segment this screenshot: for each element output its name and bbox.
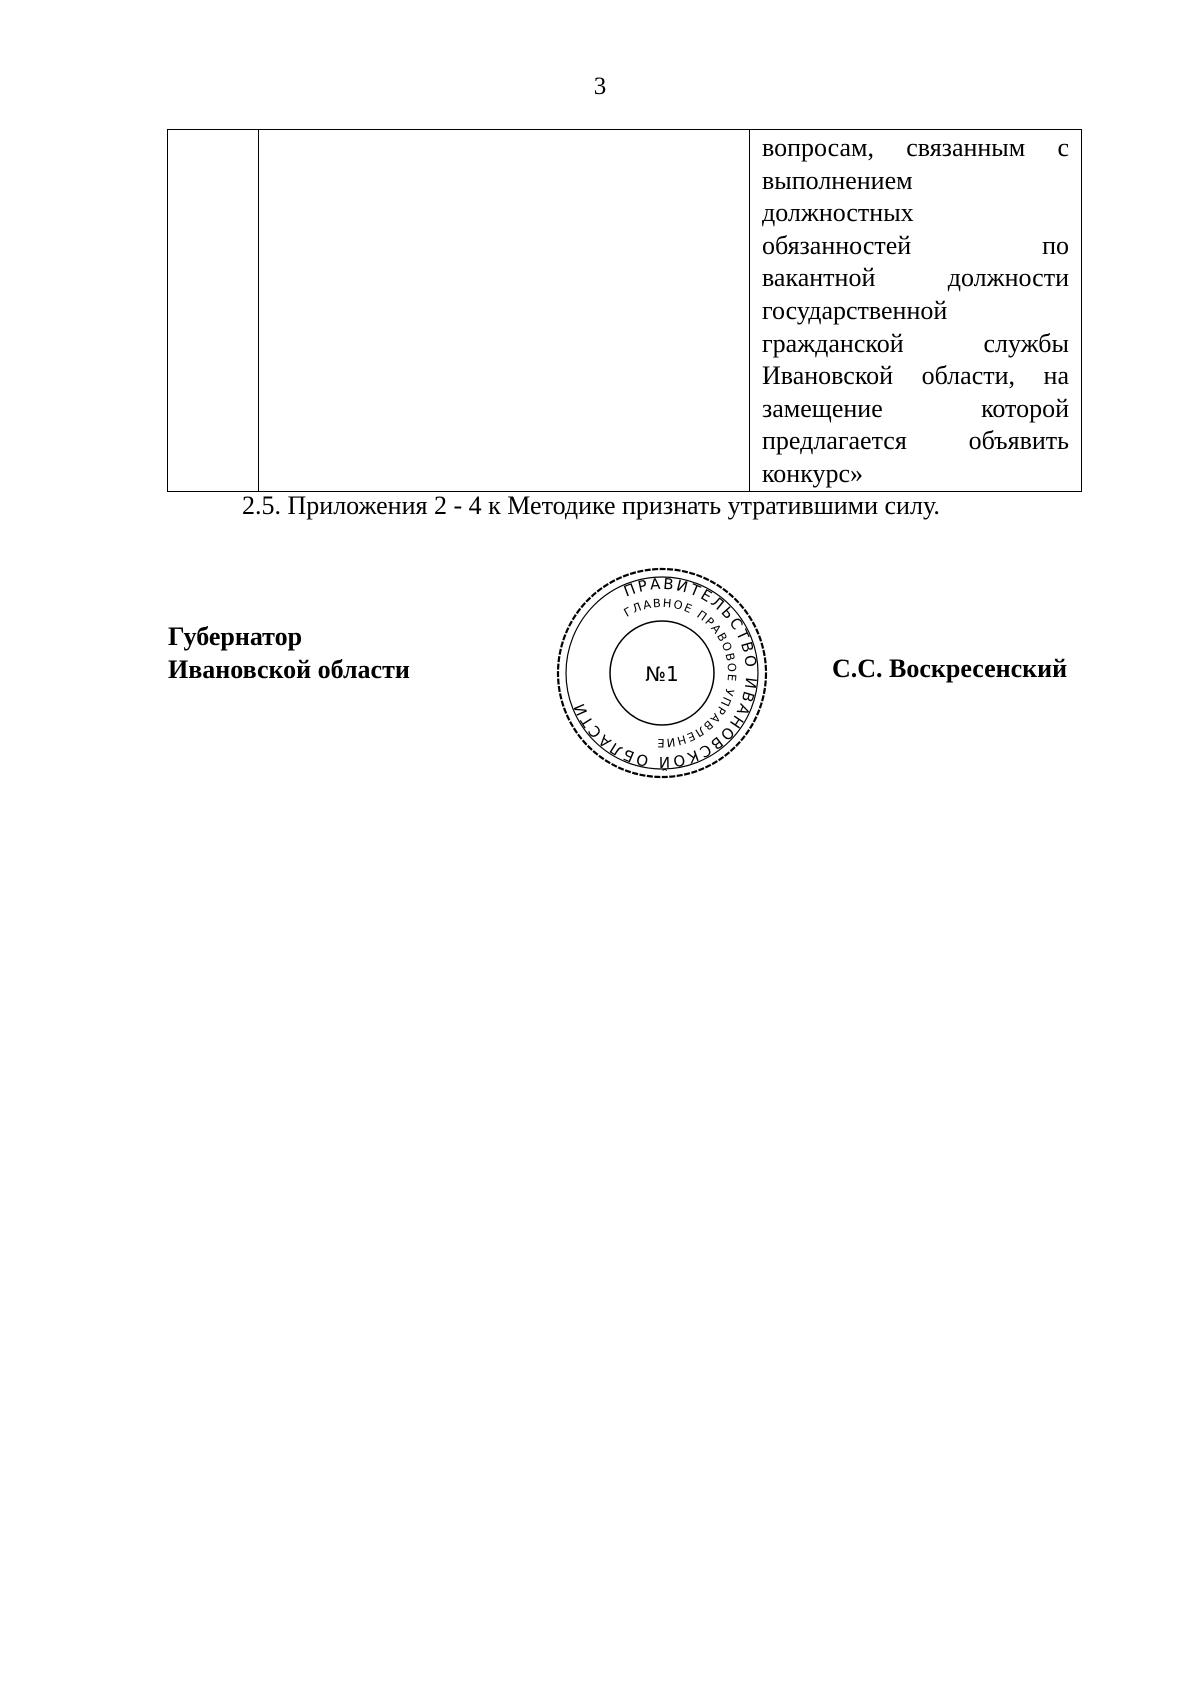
document-table [167,129,1082,492]
cell-line: выполнением [762,165,913,195]
signature-position-line: Губернатор [168,622,303,651]
cell-line: предлагается объявить [762,426,1069,456]
cell-line: вопросам, связанным с [762,133,1069,162]
cell-line: обязанностей по [762,230,1069,260]
official-seal-icon [552,563,772,783]
table-cell-number [168,130,259,492]
cell-line: должностных [762,198,914,228]
cell-line: конкурс» [762,458,864,488]
cell-line: вакантной должности [762,263,1069,293]
cell-line: замещение которой [762,393,1069,423]
cell-line: гражданской службы [762,328,1069,358]
signature-position-line: Ивановской области [168,655,410,684]
signature-name: С.С. Воскресенский [832,654,1068,683]
table-cell-description [259,130,750,492]
paragraph-2-5: 2.5. Приложения 2 - 4 к Методике признать утратившими силу. [242,491,940,520]
seal-inner-text: ГЛАВНОЕ ПРАВОВОЕ УПРАВЛЕНИЕ [621,595,740,751]
seal-number: №1 [645,662,679,686]
table-row [168,130,1082,492]
cell-line: Ивановской области, на [762,361,1069,391]
cell-line: государственной [762,295,948,325]
seal-outer-text: ПРАВИТЕЛЬСТВО ИВАНОВСКОЙ ОБЛАСТИ [569,574,761,772]
signature-position [168,620,410,686]
page-number: 3 [593,73,607,100]
table-cell-requirements [750,130,1082,492]
table-cell-text [750,130,1081,491]
